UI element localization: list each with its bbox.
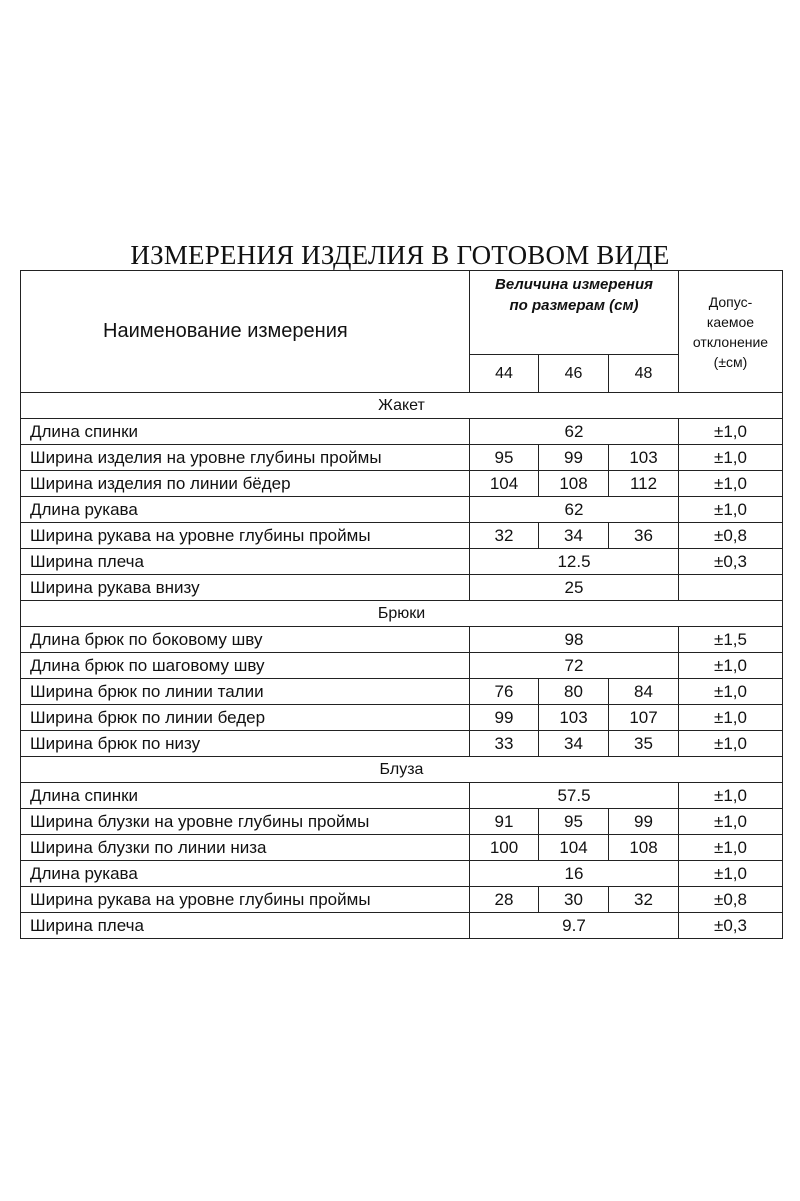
- size-value: 95: [470, 445, 539, 471]
- tolerance-value: ±1,5: [679, 627, 783, 653]
- size-value: 34: [539, 731, 609, 757]
- size-value: 100: [470, 835, 539, 861]
- size-value: 95: [539, 809, 609, 835]
- table-body: [21, 271, 783, 939]
- measurements-table: [20, 270, 783, 939]
- size-value: 91: [470, 809, 539, 835]
- merged-value: 12.5: [470, 549, 679, 575]
- measurement-name: Длина рукава: [21, 861, 470, 887]
- header-tol-line3: отклонение: [692, 333, 769, 350]
- section-title: Брюки: [21, 601, 783, 627]
- header-tol-line2: каемое: [706, 313, 755, 330]
- size-value: 80: [539, 679, 609, 705]
- measurement-name: Ширина блузки по линии низа: [21, 835, 470, 861]
- tolerance-value: ±1,0: [679, 835, 783, 861]
- size-value: 34: [539, 523, 609, 549]
- size-value: 32: [609, 887, 679, 913]
- measurement-name: Ширина рукава на уровне глубины проймы: [21, 887, 470, 913]
- table-row: [21, 809, 783, 835]
- page-title: ИЗМЕРЕНИЯ ИЗДЕЛИЯ В ГОТОВОМ ВИДЕ: [130, 240, 670, 270]
- table-row: [21, 705, 783, 731]
- section-title: Жакет: [21, 393, 783, 419]
- table-row: [21, 783, 783, 809]
- table-row: [21, 549, 783, 575]
- size-value: 103: [609, 445, 679, 471]
- size-value: 99: [539, 445, 609, 471]
- tolerance-value: ±1,0: [679, 497, 783, 523]
- header-name-cell: Наименование измерения: [21, 271, 470, 393]
- size-value: 99: [470, 705, 539, 731]
- size-value: 36: [609, 523, 679, 549]
- table-row: [21, 497, 783, 523]
- size-value: 108: [609, 835, 679, 861]
- table-row: [21, 445, 783, 471]
- tolerance-value: ±0,3: [679, 913, 783, 939]
- tolerance-value: ±1,0: [679, 445, 783, 471]
- table-row: [21, 653, 783, 679]
- header-value-line1: Величина измерения: [495, 276, 653, 293]
- merged-value: 72: [470, 653, 679, 679]
- tolerance-value: ±1,0: [679, 471, 783, 497]
- measurement-name: Ширина изделия на уровне глубины проймы: [21, 445, 470, 471]
- tolerance-value: ±1,0: [679, 861, 783, 887]
- tolerance-value: ±1,0: [679, 419, 783, 445]
- size-48: 48: [609, 355, 679, 393]
- table-row: [21, 731, 783, 757]
- header-value-line2: по размерам (см): [509, 297, 639, 314]
- table-row: [21, 627, 783, 653]
- measurement-name: Ширина плеча: [21, 549, 470, 575]
- merged-value: 98: [470, 627, 679, 653]
- tolerance-value: ±1,0: [679, 679, 783, 705]
- measurement-name: Ширина брюк по линии талии: [21, 679, 470, 705]
- size-value: 32: [470, 523, 539, 549]
- measurement-name: Ширина рукава внизу: [21, 575, 470, 601]
- size-value: 104: [470, 471, 539, 497]
- measurement-name: Длина спинки: [21, 419, 470, 445]
- tolerance-value: [679, 575, 783, 601]
- table-row: [21, 861, 783, 887]
- measurement-name: Длина брюк по шаговому шву: [21, 653, 470, 679]
- merged-value: 16: [470, 861, 679, 887]
- table-row: [21, 575, 783, 601]
- size-value: 99: [609, 809, 679, 835]
- merged-value: 62: [470, 497, 679, 523]
- header-tolerance-cell: [679, 271, 783, 393]
- size-44: 44: [470, 355, 539, 393]
- tolerance-value: ±0,3: [679, 549, 783, 575]
- size-46: 46: [539, 355, 609, 393]
- measurement-name: Ширина рукава на уровне глубины проймы: [21, 523, 470, 549]
- size-value: 104: [539, 835, 609, 861]
- table-row: [21, 913, 783, 939]
- section-row: [21, 757, 783, 783]
- header-value-cell: [470, 271, 679, 355]
- merged-value: 62: [470, 419, 679, 445]
- merged-value: 57.5: [470, 783, 679, 809]
- tolerance-value: ±0,8: [679, 887, 783, 913]
- tolerance-value: ±1,0: [679, 809, 783, 835]
- section-title: Блуза: [21, 757, 783, 783]
- table-row: [21, 835, 783, 861]
- tolerance-value: ±1,0: [679, 731, 783, 757]
- table-row: [21, 679, 783, 705]
- measurement-name: Длина спинки: [21, 783, 470, 809]
- tolerance-value: ±0,8: [679, 523, 783, 549]
- size-value: 108: [539, 471, 609, 497]
- size-value: 107: [609, 705, 679, 731]
- measurement-name: Длина брюк по боковому шву: [21, 627, 470, 653]
- size-value: 35: [609, 731, 679, 757]
- table-row: [21, 523, 783, 549]
- merged-value: 25: [470, 575, 679, 601]
- size-value: 28: [470, 887, 539, 913]
- size-value: 84: [609, 679, 679, 705]
- measurement-name: Ширина плеча: [21, 913, 470, 939]
- size-value: 30: [539, 887, 609, 913]
- merged-value: 9.7: [470, 913, 679, 939]
- size-value: 33: [470, 731, 539, 757]
- size-value: 112: [609, 471, 679, 497]
- measurement-name: Ширина изделия по линии бёдер: [21, 471, 470, 497]
- table-row: [21, 471, 783, 497]
- table-row: [21, 887, 783, 913]
- measurement-name: Длина рукава: [21, 497, 470, 523]
- tolerance-value: ±1,0: [679, 705, 783, 731]
- size-value: 103: [539, 705, 609, 731]
- tolerance-value: ±1,0: [679, 653, 783, 679]
- tolerance-value: ±1,0: [679, 783, 783, 809]
- header-tol-line1: Допус-: [708, 293, 753, 310]
- measurement-name: Ширина брюк по линии бедер: [21, 705, 470, 731]
- table-row: [21, 419, 783, 445]
- size-value: 76: [470, 679, 539, 705]
- measurement-name: Ширина брюк по низу: [21, 731, 470, 757]
- section-row: [21, 601, 783, 627]
- measurement-name: Ширина блузки на уровне глубины проймы: [21, 809, 470, 835]
- header-row: [21, 271, 783, 355]
- section-row: [21, 393, 783, 419]
- header-tol-line4: (±см): [713, 353, 748, 370]
